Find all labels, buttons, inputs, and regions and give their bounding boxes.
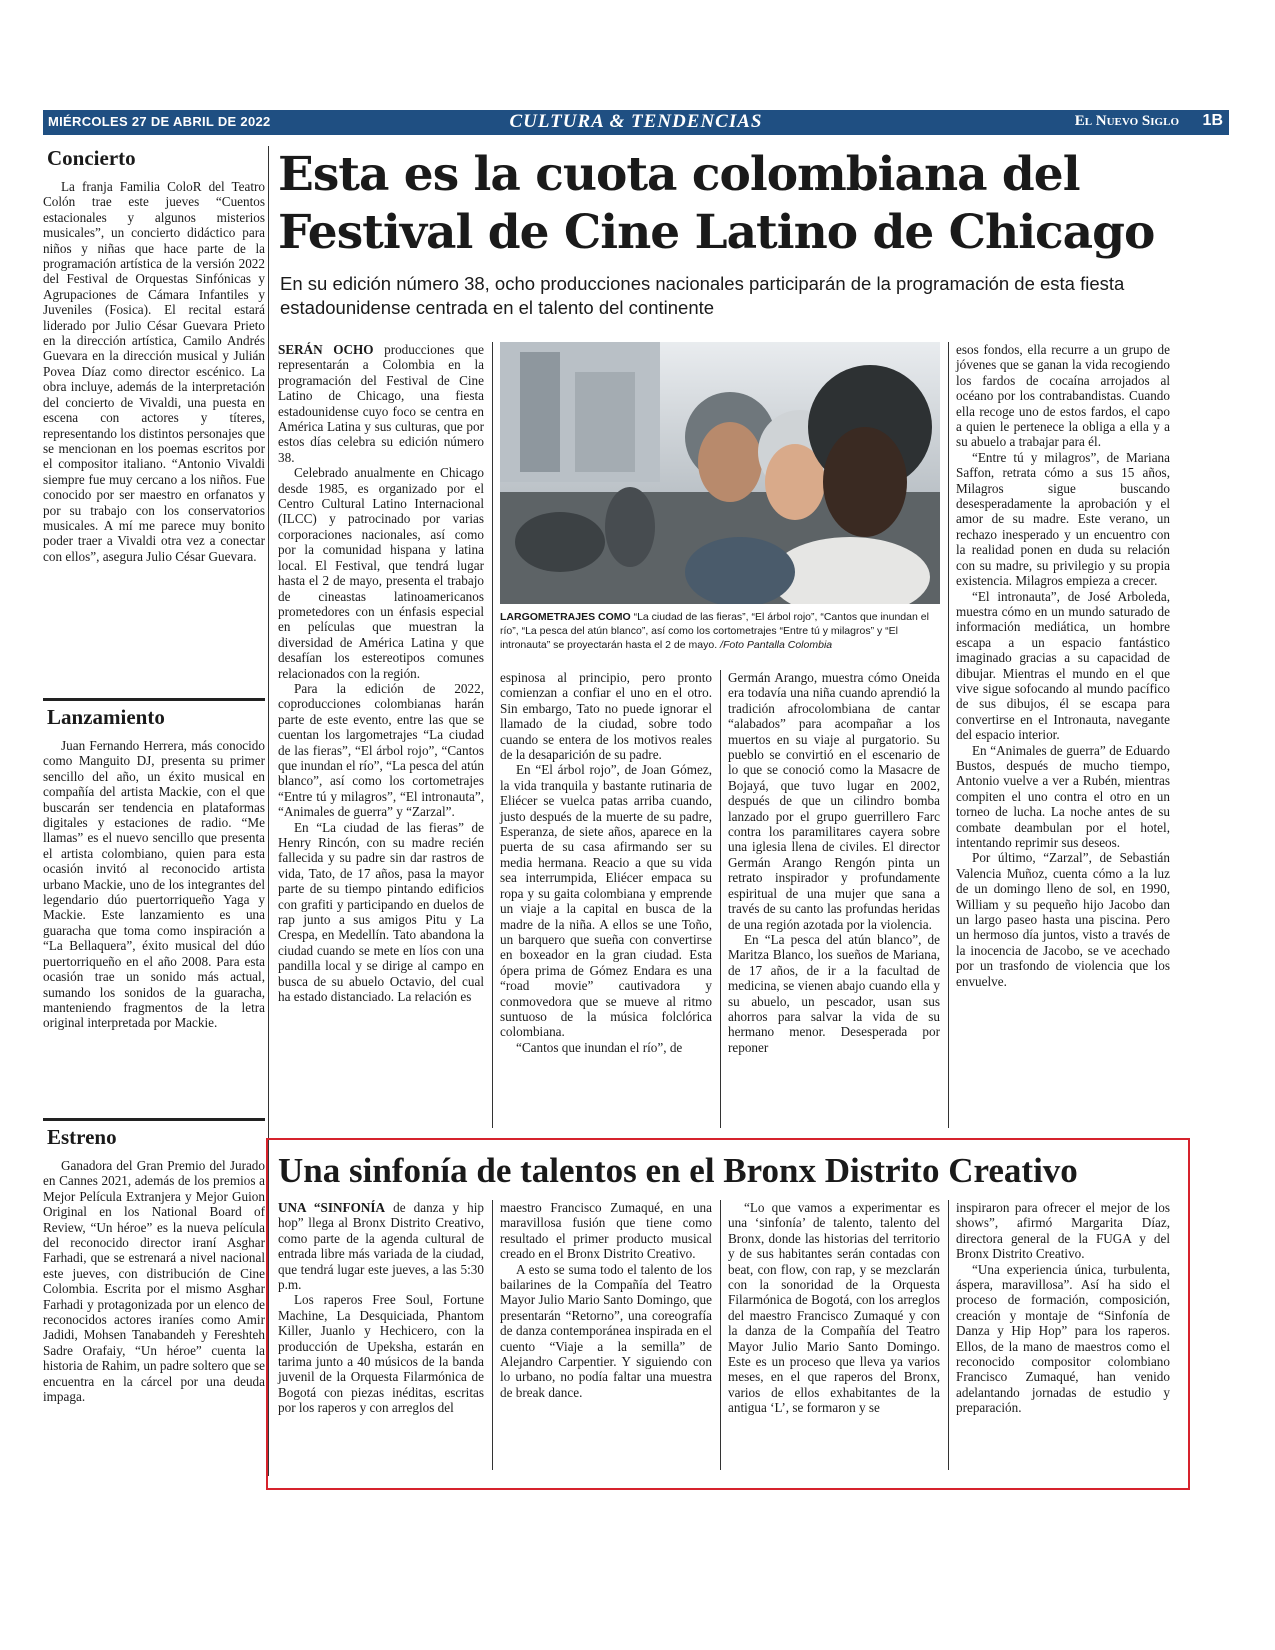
article-photo [500,342,940,604]
article-headline: Esta es la cuota colombiana del Festival de Cine Latino de Chicago [278,147,1155,260]
boxed-column-2 [500,1200,712,1400]
caption-text: “La ciudad de las fieras”, “El árbol rojo”, “Cantos que inundan el río”, “La pesca del atún blanco”, así como los cortometrajes “Entre tú y milagros” y “El intronauta” se proyectarán hasta el 2 de mayo. [500,611,929,651]
sidebar-text-lanzamiento: Juan Fernando Herrera, más conocido como Manguito DJ, presenta su primer sencillo del año, un éxito musical en compañía del artista Mackie, con el que buscarán ser tendencia en plataformas digitales y estaciones de radio. “Me llamas” es el nuevo sencillo que presenta el artista colombiano, quien para esta ocasión invitó al reconocido artista urbano Mackie, uno de los integrantes del legendario dúo puertorriqueño Yaga y Mackie. Este lanzamiento es una guaracha que toma como inspiración a “La Bellaquera”, éxito musical del dúo puertorriqueño en el año 2008. Para esta ocasión trae un sonido más actual, sumando los sonidos de la guaracha, manteniendo fragmentos de la letra original interpretada por Mackie. [43,738,265,1031]
newspaper-name: El Nuevo Siglo [1074,113,1179,129]
article-paragraph: Germán Arango, muestra cómo Oneida era todavía una niña cuando aprendió la tradición afrocolombiana de cantar “alabados” para acompañar a los muertos en su viaje al purgatorio. Su pueblo se convirtió en el escenario de lo que se conoció como la Masacre de Bojayá, que tuvo lugar en 2002, después de que un cilindro bomba lanzado por el grupo guerrillero Farc contra los paramilitares cayera sobre una iglesia llena de civiles. El director Germán Arango Rengón pinta un retrato inspirador y profundamente espiritual de una mujer que sana a través de su canto las profundas heridas de una región azotada por la violencia. [728,670,940,932]
article-paragraph: espinosa al principio, pero pronto comienzan a confiar el uno en el otro. Sin embargo, Tato no puede ignorar el llamado de la ciudad, sobre todo cuando se entera de los motivos reales de la desaparición de su padre. [500,670,712,763]
boxed-paragraph: A esto se suma todo el talento de los bailarines de la Compañía del Teatro Mayor Julio Mario Santo Domingo, que presentarán “Retorno”, una coreografía de danza contemporánea inspirada en el cuento “Viaje a la semilla” de Alejandro Carpentier. Y siguiendo con lo urbano, no podía faltar una muestra de break dance. [500,1261,712,1400]
boxed-paragraph: “Lo que vamos a experimentar es una ‘sinfonía’ de talento, talento del Bronx, donde las historias del territorio y de sus habitantes serán contadas con beat, con flow, con rap, y se mezclarán con la sonoridad de la Orquesta Filarmónica de Bogotá, con los arreglos del maestro Francisco Zumaqué y con la danza de la Compañía del Teatro Mayor Julio Mario Santo Domingo. Este es un proceso que lleva ya varios meses, en el que raperos del Bronx, varios de ellos exhabitantes de la antigua ‘L’, se formaron y se [728,1200,940,1416]
issue-date: MIÉRCOLES 27 DE ABRIL DE 2022 [48,114,271,129]
article-column-2 [500,670,712,1055]
sidebar-text-estreno: Ganadora del Gran Premio del Jurado en Cannes 2021, además de los premios a Mejor Película Extranjera y Mejor Guion Original en los National Board of Review, “Un héroe” es la nueva película del reconocido director iraní Asghar Farhadi, que se estrenará a nivel nacional este jueves, con distribución de Cine Colombia. Escrita por el mismo Asghar Farhadi y protagonizada por un elenco de reconocidos actores iraníes como Amir Jadidi, Mohsen Tanabandeh y Fereshteh Sadre Orafaiy, “Un héroe” cuenta la historia de Rahim, un padre soltero que se encuentra en la cárcel por una deuda impaga. [43,1158,265,1405]
article-paragraph: Por último, “Zarzal”, de Sebastián Valencia Muñoz, cuenta cómo a la luz de un domingo lleno de sol, en 1990, William y su pequeño hijo Jacobo dan un largo paseo hasta una piscina. Pero un hermoso día juntos, visto a través de la inocencia de Jacobo, se ve acechado por un trasfondo de violencia que los envuelve. [956,850,1170,989]
sidebar-text-concierto: La franja Familia ColoR del Teatro Colón trae este jueves “Cuentos estacionales y algunos misterios musicales”, un concierto didáctico para niños y niñas que hace parte de la programación artística de la versión 2022 del Festival de Orquestas Sinfónicas y Agrupaciones de Cámara Infantiles y Juveniles (Fosica). El recital estará liderado por Julio César Guevara Prieto en la dirección artística, Camilo Andrés Guevara en la dirección musical y Julián Povea Díaz como director escénico. La obra incluye, además de la interpretación del concierto de Vivaldi, una puesta en escena con actores y títeres, representando los distintos personajes que se mencionan en los poemas escritos por el compositor italiano. “Antonio Vivaldi siempre fue muy cercano a los niños. Fue conocido por ser maestro en orfanatos y por su trabajo con los conservatorios musicales. A mí me parece muy bonito poder traer a Vivaldi otra vez a conectar con ellos”, asegura Julio César Guevara. [43,179,265,564]
boxed-paragraph: de danza y hip hop” llega al Bronx Distrito Creativo, como parte de la agenda cultural de entrada libre más variada de la ciudad, que tendrá lugar este jueves, a las 5:30 p.m. [278,1200,485,1293]
section-name: CULTURA & TENDENCIAS [509,111,763,132]
article-paragraph: “Entre tú y milagros”, de Mariana Saffon, retrata cómo a sus 15 años, Milagros sigue buscando desesperadamente la aprobación y el amor de su madre. Este verano, un rechazo inesperado y un encuentro con la realidad ponen en duda su relación con su madre, su privilegio y su propia existencia. Milagros empieza a crecer. [956,449,1170,589]
section-header-bar [43,110,1229,135]
column-rule [720,670,721,1128]
boxed-paragraph: “Una experiencia única, turbulenta, áspera, maravillosa”. Así ha sido el proceso de formación, composición, creación y montaje de “Sinfonía de Danza y Hip Hop” para los raperos. Ellos, de la mano de maestros como el reconocido compositor colombiano Francisco Zumaqué, han venido adelantando jornadas de estudio y preparación. [956,1261,1170,1416]
article-paragraph: esos fondos, ella recurre a un grupo de jóvenes que se ganan la vida recogiendo los fardos de cocaína arrojados al océano por los contrabandistas. Cuando ella recoge uno de estos fardos, el capo a quien le pertenece la obliga a ella y a su abuelo a trabajar para él. [956,342,1170,450]
article-paragraph: producciones que representarán a Colombia en la programación del Festival de Cine Latino de Chicago, una fiesta estadounidense cuyo foco se centra en América Latina y sus culturas, que por estos días celebra su edición número 38. [278,342,484,465]
article-paragraph: Celebrado anualmente en Chicago desde 1985, es organizado por el Centro Cultural Latino Internacional (ILCC) y patrocinado por varias corporaciones nacionales, así como por la comunidad hispana y latina local. El Festival, que tendrá lugar hasta el 2 de mayo, presenta el trabajo de cineastas latinoamericanos prometedores con un énfasis especial en películas que muestran la diversidad de América Latina y que desafían los estereotipos comunes relacionados con la región. [278,465,484,681]
boxed-paragraph: maestro Francisco Zumaqué, en una maravillosa fusión que tiene como resultado el primer producto musical creado en el Bronx Distrito Creativo. [500,1200,712,1262]
caption-lead: LARGOMETRAJES COMO [500,611,631,623]
article-lead-in: SERÁN OCHO [278,342,374,357]
boxed-lead-in: UNA “SINFONÍA [278,1200,386,1215]
column-rule [492,342,493,1128]
boxed-column-1 [278,1200,484,1416]
boxed-paragraph: Los raperos Free Soul, Fortune Machine, La Desquiciada, Phantom Killer, Juanlo y Hechicero, con la producción de Upeksha, estarán en tarima junto a 40 músicos de la banda juvenil de la Orquesta Filarmónica de Bogotá con piezas inéditas, escritas por los raperos y con arreglos del [278,1292,484,1416]
article-column-1 [278,342,484,1004]
boxed-paragraph: inspiraron para ofrecer el mejor de los shows”, afirmó Margarita Díaz, directora general de la FUGA y del Bronx Distrito Creativo. [956,1200,1170,1262]
article-paragraph: En “La pesca del atún blanco”, de Maritza Blanco, los sueños de Mariana, de 17 años, de ir a la facultad de medicina, se vienen abajo cuando ella y su abuelo, un pescador, usan sus ahorros para salvar la vida de su hermano menor. Desesperada por reponer [728,931,940,1055]
article-paragraph: “El intronauta”, de José Arboleda, muestra cómo en un mundo saturado de información mediática, un hombre escapa a un espacio fantástico imaginado gracias a su capacidad de dibujar. Mientras el mundo en el que vive sigue sofocando al mundo pacífico de sus dibujos, él se escapa para convertirse en el Intronauta, navegante del espacio interior. [956,588,1170,743]
column-rule [948,342,949,1128]
article-deck: En su edición número 38, ocho producciones nacionales participarán de la programación de esta fiesta estadounidense centrada en el talento del continente [280,273,1125,318]
boxed-column-4 [956,1200,1170,1416]
article-paragraph: En “Animales de guerra” de Eduardo Bustos, después de mucho tiempo, Antonio vuelve a ver a Rubén, mientras compiten el uno contra el otro en un torneo de lucha. La noche antes de su combate deambulan por el hotel, intentando reprimir sus deseos. [956,742,1170,850]
boxed-column-3 [728,1200,940,1416]
column-rule [492,1200,493,1470]
sidebar-heading-estreno: Estreno [43,1118,265,1150]
sidebar-concierto [43,146,265,564]
article-paragraph: En “El árbol rojo”, de Joan Gómez, la vida tranquila y bastante rutinaria de Eliécer se vuelca patas arriba cuando, justo después de la muerte de su padre, Esperanza, de siete años, aparece en la puerta de su casa afirmando ser su media hermana. Reacio a que su vida sea interrumpida, Eliécer empaca su ropa y su gaita colombiana y emprende un viaje a la capital en busca de la madre de la niña. A ellos se une Toño, un barquero que sueña con convertirse en boxeador en la gran ciudad. Esta ópera prima de Gómez Endara es una “road movie” cautivadora y conmovedora que se mueve al ritmo suntuoso de la música folclórica colombiana. [500,762,712,1040]
page-number: 1B [1202,112,1223,129]
photo-motorcycle-riders [500,342,940,604]
article-column-3 [728,670,940,1055]
boxed-article-headline: Una sinfonía de talentos en el Bronx Distrito Creativo [278,1151,1078,1190]
column-rule [720,1200,721,1470]
sidebar-heading-lanzamiento: Lanzamiento [43,698,265,730]
article-column-4 [956,342,1170,989]
article-paragraph: Para la edición de 2022, coproducciones colombianas harán parte de este evento, entre las que se cuentan los largometrajes “La ciudad de las fieras”, “El árbol rojo”, “Cantos que inundan el río”, “La pesca del atún blanco”, así como los cortometrajes “Entre tú y milagros”, “El intronauta”, “Animales de guerra” y “Zarzal”. [278,680,484,820]
sidebar-estreno [43,1118,265,1405]
article-paragraph: En “La ciudad de las fieras” de Henry Rincón, con su madre recién fallecida y su padre sin dar rastros de vida, Tato, de 17 años, pasa la mayor parte de su tiempo pintando edificios con grafiti y participando en duelos de rap junto a sus amigos Pitu y La Crespa, en Medellín. Tato abandona la ciudad cuando se mete en líos con una pandilla local y se dirige al campo en busca de su abuelo Octavio, del cual ha estado distanciado. La relación es [278,819,484,1005]
photo-credit: /Foto Pantalla Colombia [717,639,833,651]
photo-caption [500,610,940,652]
column-rule [948,1200,949,1470]
article-paragraph: “Cantos que inundan el río”, de [516,1039,683,1055]
sidebar-heading-concierto: Concierto [47,146,136,170]
sidebar-lanzamiento [43,698,265,1031]
